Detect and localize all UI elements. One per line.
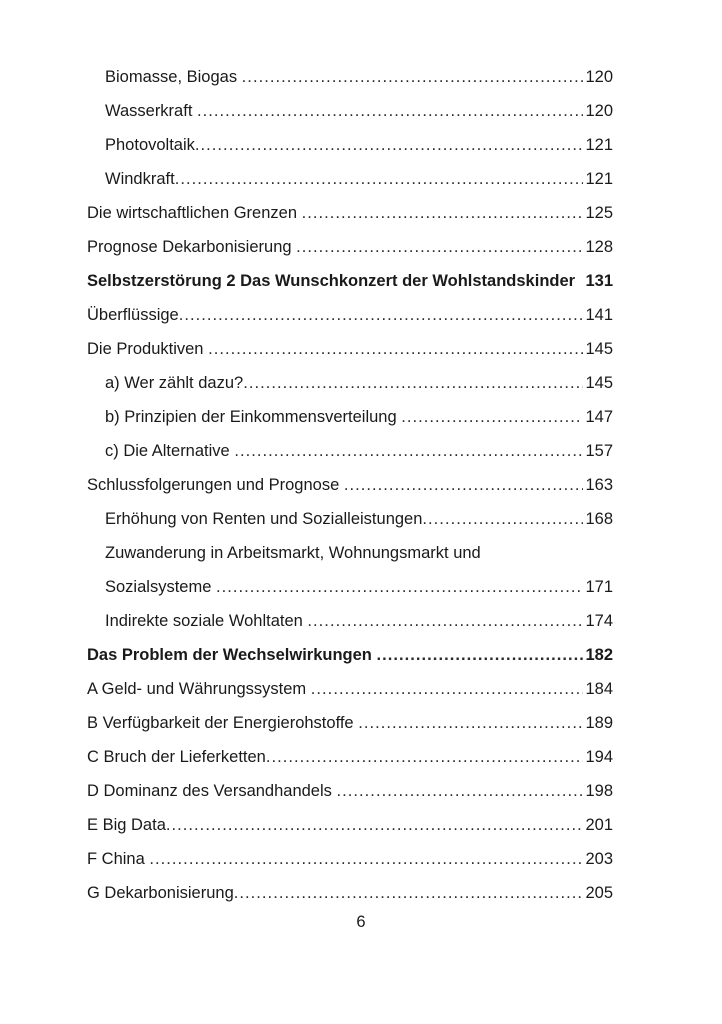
toc-entry-title: Überflüssige	[87, 306, 179, 324]
toc-entry-page-number: 145	[585, 374, 613, 392]
toc-entry[interactable]	[0, 230, 722, 264]
dot-leader	[266, 740, 583, 774]
toc-entry-title: A Geld- und Währungssystem	[87, 680, 307, 698]
toc-entry-title: Photovoltaik	[105, 136, 195, 154]
dot-leader	[401, 400, 583, 434]
toc-entry-title: C Bruch der Lieferketten	[87, 748, 266, 766]
toc-entry-page-number: 194	[585, 748, 613, 766]
toc-entry-page-number: 120	[585, 102, 613, 120]
dot-leader	[358, 706, 583, 740]
toc-entry-page-number: 121	[585, 170, 613, 188]
toc-entry-title: Schlussfolgerungen und Prognose	[87, 476, 340, 494]
toc-entry-page-number: 120	[585, 68, 613, 86]
toc-entry[interactable]	[0, 60, 722, 94]
toc-entry-title: Die Produktiven	[87, 340, 204, 358]
toc-entry-page-number: 201	[585, 816, 613, 834]
toc-entry-title: Wasserkraft	[105, 102, 193, 120]
toc-entry-page-number: 171	[585, 578, 613, 596]
toc-entry[interactable]	[0, 162, 722, 196]
dot-leader	[296, 230, 583, 264]
toc-entry-title-part2: Sozialsysteme	[105, 578, 212, 596]
toc-entry-page-number: 205	[585, 884, 613, 902]
toc-entry-title: Die wirtschaftlichen Grenzen	[87, 204, 298, 222]
toc-entry[interactable]	[0, 808, 722, 842]
dot-leader	[307, 604, 583, 638]
toc-entry-title: F China	[87, 850, 145, 868]
dot-leader	[234, 876, 583, 910]
toc-entry-title: Prognose Dekarbonisierung	[87, 238, 292, 256]
toc-entry[interactable]	[0, 128, 722, 162]
toc-entry-page-number: 147	[585, 408, 613, 426]
dot-leader	[197, 94, 583, 128]
toc-entry-page-number: 182	[585, 646, 613, 664]
toc-entry-title: b) Prinzipien der Einkommensverteilung	[105, 408, 397, 426]
dot-leader	[243, 366, 583, 400]
toc-entry-title-continuation-line	[105, 570, 613, 604]
toc-entry-title: G Dekarbonisierung	[87, 884, 234, 902]
dot-leader	[195, 128, 583, 162]
dot-leader	[175, 162, 583, 196]
toc-entry[interactable]	[0, 672, 722, 706]
footer-page-number: 6	[356, 913, 366, 931]
toc-entry[interactable]	[0, 400, 722, 434]
toc-entry[interactable]	[0, 434, 722, 468]
toc-entry-page-number: 125	[585, 204, 613, 222]
table-of-contents-list	[0, 60, 722, 910]
toc-entry-title: Indirekte soziale Wohltaten	[105, 612, 303, 630]
toc-entry-title: Windkraft	[105, 170, 175, 188]
toc-entry-title: Biomasse, Biogas	[105, 68, 238, 86]
dot-leader	[149, 842, 583, 876]
toc-entry[interactable]	[0, 774, 722, 808]
dot-leader	[242, 60, 583, 94]
dot-leader	[422, 502, 583, 536]
toc-entry-title: Selbstzerstörung 2 Das Wunschkonzert der Wohlstandskinder	[87, 272, 576, 290]
dot-leader	[337, 774, 584, 808]
toc-entry-page-number: 141	[585, 306, 613, 324]
toc-entry-title: D Dominanz des Versandhandels	[87, 782, 332, 800]
toc-entry[interactable]	[0, 876, 722, 910]
toc-entry[interactable]	[0, 536, 722, 604]
toc-entry-page-number: 203	[585, 850, 613, 868]
toc-entry-title: Erhöhung von Renten und Sozialleistungen	[105, 510, 423, 528]
toc-entry-page-number: 184	[585, 680, 613, 698]
toc-entry-page-number: 189	[585, 714, 613, 732]
toc-entry-title: E Big Data	[87, 816, 166, 834]
toc-entry-title: Zuwanderung in Arbeitsmarkt, Wohnungsmarkt und	[105, 544, 481, 562]
toc-entry-page-number: 163	[585, 476, 613, 494]
dot-leader	[302, 196, 583, 230]
toc-entry[interactable]	[0, 502, 722, 536]
toc-entry-title: B Verfügbarkeit der Energierohstoffe	[87, 714, 354, 732]
dot-leader	[311, 672, 583, 706]
toc-entry-page-number: 121	[585, 136, 613, 154]
dot-leader	[376, 638, 583, 672]
toc-entry[interactable]	[0, 468, 722, 502]
dot-leader	[234, 434, 583, 468]
dot-leader	[344, 468, 583, 502]
toc-entry-page-number: 157	[585, 442, 613, 460]
toc-entry-page-number: 128	[585, 238, 613, 256]
toc-entry-page-number: 198	[585, 782, 613, 800]
toc-entry[interactable]	[0, 366, 722, 400]
toc-entry-page-number: 131	[585, 272, 613, 290]
toc-entry[interactable]	[0, 638, 722, 672]
toc-entry[interactable]	[0, 706, 722, 740]
toc-entry[interactable]	[0, 196, 722, 230]
toc-entry[interactable]	[0, 740, 722, 774]
dot-leader	[208, 332, 583, 366]
toc-entry-title: a) Wer zählt dazu?	[105, 374, 244, 392]
dot-leader	[179, 298, 583, 332]
toc-entry-title: c) Die Alternative	[105, 442, 230, 460]
toc-entry[interactable]	[0, 842, 722, 876]
toc-entry[interactable]	[0, 298, 722, 332]
dot-leader	[166, 808, 583, 842]
toc-entry[interactable]	[0, 94, 722, 128]
toc-entry-title: Das Problem der Wechselwirkungen	[87, 646, 372, 664]
toc-entry-page-number: 168	[585, 510, 613, 528]
toc-entry[interactable]	[0, 604, 722, 638]
toc-entry-page-number: 145	[585, 340, 613, 358]
toc-entry[interactable]	[0, 264, 722, 298]
dot-leader	[216, 570, 583, 604]
toc-entry[interactable]	[0, 332, 722, 366]
toc-entry-page-number: 174	[585, 612, 613, 630]
